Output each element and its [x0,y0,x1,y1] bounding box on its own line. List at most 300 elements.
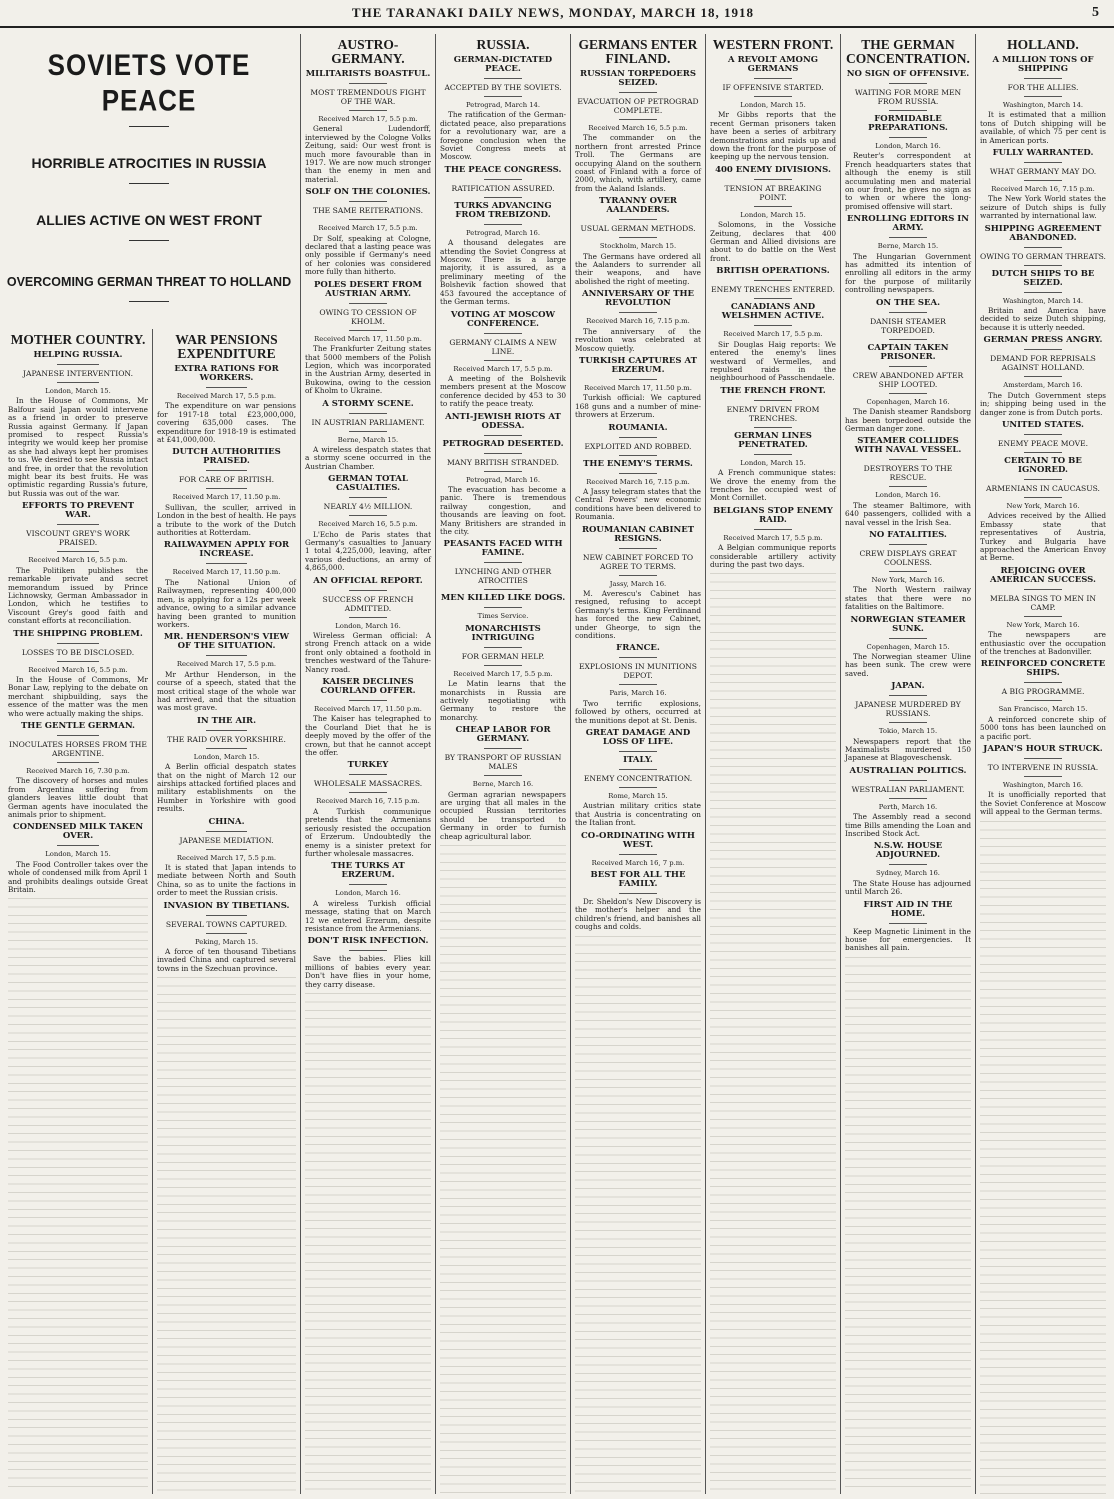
article-heading: SHIPPING AGREEMENT ABANDONED. [984,223,1102,243]
divider [484,453,522,454]
article [157,448,296,537]
article-subheading: EVACUATION OF PETROGRAD COMPLETE. [577,97,699,115]
divider [619,575,657,576]
divider [754,454,792,455]
dateline: Received March 17, 5.5 p.m. [176,660,277,669]
article-heading: DON'T RISK INFECTION. [307,936,429,947]
article-heading: MILITARISTS BOASTFUL. [305,69,431,79]
divider [57,551,99,552]
divider [129,240,169,241]
divider [349,950,387,951]
article-text: It is estimated that a million tons of Dutch shipping will be available, of which 75 per cent is in American ports. [980,110,1106,145]
article-text: The State House has adjourned until March 26. [845,878,971,897]
article [8,722,148,819]
divider [889,864,927,865]
article-heading: TURKISH CAPTURES AT ERZERUM. [579,355,697,375]
column-heading: AUSTRO-GERMANY. [331,37,405,66]
dateline: London, March 16. [335,621,401,630]
article [575,70,701,193]
article-text: Britain and America have decided to seize Dutch shipping, because it is utterly needed. [980,306,1106,332]
column-4 [435,34,570,1494]
divider [754,179,792,180]
divider [484,96,522,97]
article-text: Reuter's correspondent at French headquarters states that although the enemy is still accumulating men and material on our front, he gives no sign as to when or where the long-promised offensive will start. [845,151,971,211]
article-heading: FIRST AID IN THE HOME. [863,899,953,919]
divider [1024,292,1062,293]
article-subheading: EXPLOITED AND ROBBED. [584,441,692,451]
article [440,625,566,722]
divider [619,854,657,855]
article-subheading: WHAT GERMANY MAY DO. [989,167,1097,177]
article [845,437,971,527]
article-heading: THE GENTLE GERMAN. [20,720,136,731]
article-heading: A STORMY SCENE. [322,398,414,409]
divider [349,201,387,202]
dateline: Received March 17, 5.5 p.m. [723,533,823,542]
article-heading: FULLY WARRANTED. [992,148,1094,159]
article-subheading: FOR THE ALLIES. [1007,83,1079,92]
article [845,682,971,763]
article-heading: PEASANTS FACED WITH FAMINE. [443,539,563,559]
article-text: Mr Gibbs reports that the recent German prisoners taken have been a series of arbitrary demonstrations and raids up and down the front for the purpose of keeping up the nervous tension. [710,110,836,162]
article-text: A thousand delegates are attending the Soviet Congress at Moscow. There is a large majority, it is assured, as a preliminary meeting of the Bolshevik faction showed that 453 favoured the acceptance of the German terms. [440,238,566,307]
divider [754,298,792,299]
article [845,616,971,679]
divider [206,748,248,749]
article-text: The Kaiser has telegraphed to the Courland Diet that he is deeply moved by the offer of the crown, but that he cannot accept the offer. [305,714,431,758]
divider [889,339,927,340]
divider [619,379,657,380]
divider [484,589,522,590]
masthead [0,0,1114,28]
dateline: London, March 15. [740,101,806,109]
article-text: German agrarian newspapers are urging that all males in the occupied Russian territories should be transported to Germany in order to furnish cheap agricultural labor. [440,789,566,841]
article-text: The National Union of Railwaymen, representing 400,000 men, is applying for a 12s per week advance, owing to a similar advance having been granted to munition workers. [157,577,296,629]
divider [349,431,387,432]
dateline: Rome, March 15. [608,792,668,801]
article-text: Mr Arthur Henderson, in the course of a speech, stated that the most critical stage of the whole war had arrived, and that the situation was most grave. [157,669,296,713]
divider [206,655,248,656]
dateline: London, March 15. [45,387,111,395]
dateline: London, March 15. [45,850,111,859]
article-heading: HELPING RUSSIA. [33,350,123,360]
divider [1024,78,1062,79]
article-heading: 400 ENEMY DIVISIONS. [715,164,831,175]
divider [206,915,248,916]
divider [754,96,792,97]
divider [754,529,792,530]
continued-text [305,991,431,1494]
article [305,400,431,472]
article [710,303,836,382]
divider [889,544,927,545]
divider [57,643,99,644]
dateline: Received March 16, 7.15 p.m. [586,317,690,326]
divider [349,110,387,111]
article-heading: NO FATALITIES. [869,529,947,540]
article-heading: TURKS ADVANCING FROM TREBIZOND. [454,200,552,220]
article [440,202,566,307]
article-text: Turkish official: We captured 168 guns and a number of mine-throwers at Erzerum. [575,393,701,420]
dateline: London, March 16. [875,491,941,500]
article-subheading: ENEMY TRENCHES ENTERED. [711,285,835,295]
newspaper-title: THE TARANAKI DAILY NEWS, MONDAY, MARCH 18, 1918 [351,5,755,20]
article-heading: THE PEACE CONGRESS. [444,164,562,175]
article-heading: TURKEY [347,760,389,771]
article-text: It is stated that Japan intends to mediate between North and South China, so as to unite the factions in order to meet the Russian crisis. [157,863,296,898]
dateline: Washington, March 14. [1002,101,1084,109]
article-subheading: FOR CARE OF BRITISH. [178,475,275,485]
divider [1024,452,1062,453]
divider [484,665,522,666]
article [440,594,566,620]
article-text: The North Western railway states that there were no fatalities on the Baltimore. [845,585,971,612]
dateline: Jassy, March 16. [609,579,667,588]
divider [1024,758,1062,759]
article [980,660,1106,741]
article [305,577,431,674]
article-subheading: WAITING FOR MORE MEN FROM RUSSIA. [854,88,962,106]
article [845,70,971,111]
article [845,215,971,294]
article [440,726,566,841]
divider [889,695,927,696]
column-3 [300,34,435,1494]
article-heading: THE TURKS AT ERZERUM. [331,861,405,881]
article-text: In the House of Commons, Mr Balfour said Japan would intervene as a friend in order to preserve Russia against Germany. If Japan promised to respect Russia's integrity we would keep her promise as she had always kept her promises to us. We desired to see Russia intact and free, in order that the revolution might bear its best fruits. He was optimistic regarding Russia's future, but Russia was out of the war. [8,396,148,498]
divider [129,126,169,127]
article-text: M. Averescu's Cabinet has resigned, refusing to accept Germany's terms. King Ferdinand has forced the new Cabinet, under Gheorge, to sign the conditions. [575,588,701,640]
column-heading: WAR PENSIONS EXPENDITURE [175,332,278,361]
divider [484,748,522,749]
article [980,225,1106,266]
divider [754,325,792,326]
article-heading: GERMAN-DICTATED PEACE. [453,55,553,74]
article [157,541,296,629]
divider [1024,265,1062,266]
article-heading: BRITISH OPERATIONS. [716,266,830,277]
article-subheading: ENEMY PEACE MOVE. [997,438,1089,448]
divider [206,387,248,388]
article-subheading: SEVERAL TOWNS CAPTURED. [165,919,288,929]
article-subheading: LYNCHING AND OTHER ATROCITIES [454,567,552,586]
article-heading: MEN KILLED LIKE DOGS. [440,593,566,604]
divider [754,427,792,428]
divider [349,83,387,84]
article-heading: TYRANNY OVER AALANDERS. [598,196,677,216]
article-heading: ON THE SEA. [875,297,941,308]
article [575,357,701,420]
article-subheading: MELBA SINGS TO MEN IN CAMP. [989,593,1097,612]
article [980,457,1106,563]
article-heading: CANADIANS AND WELSHMEN ACTIVE. [721,302,825,322]
dateline: Received March 17, 5.5 p.m. [723,330,823,339]
divider [484,471,522,472]
divider [619,92,657,93]
divider [619,237,657,238]
article-heading: FORMIDABLE PREPARATIONS. [868,114,948,133]
article-text: The Food Controller takes over the whole of condensed milk from April 1 and prohibits dealings outside Great Britain. [8,859,148,895]
divider [754,78,792,79]
divider [1024,434,1062,435]
article-text: Keep Magnetic Liniment in the house for emergencies. It banishes all pain. [845,926,971,953]
article [575,644,701,725]
dateline: Washington, March 16. [1002,781,1084,789]
article-text: Two terrific explosions, followed by others, occurred at the munitions depot at St. Denis. [575,698,701,725]
article [845,344,971,434]
dateline: Copenhagen, March 16. [866,397,950,406]
article [980,567,1106,657]
article-heading: IN THE AIR. [196,715,257,726]
article [845,842,971,896]
column-heading: GERMANS ENTER FINLAND. [578,37,698,66]
article-subheading: TO INTERVENE IN RUSSIA. [987,763,1099,772]
divider [1024,162,1062,163]
article [8,351,148,498]
article-subheading: USUAL GERMAN METHODS. [580,224,696,234]
dateline: Petrograd, March 16. [465,228,541,237]
article [710,387,836,428]
article [8,823,148,894]
dateline: Petrograd, March 14. [465,101,541,109]
article-heading: CO-ORDINATING WITH WEST. [581,830,695,850]
article-text: Austrian military critics state that Austria is concentrating on the Italian front. [575,801,701,828]
divider [889,923,927,924]
article-text: Le Matin learns that the monarchists in Russia are actively negotiating with Germany to restore the monarchy. [440,679,566,722]
article-text: General Ludendorff, interviewed by the Cologne Volks Zeitung, said: Our west front is much more favourable than in 1917. We are now much stronger than the enemy in men and material. [305,124,431,184]
article-heading: ROUMANIAN CABINET RESIGNS. [581,524,695,544]
article [305,937,431,989]
article-heading: CAPTAIN TAKEN PRISONER. [867,342,949,362]
article [980,421,1106,453]
article-subheading: CREW DISPLAYS GREAT COOLNESS. [859,548,957,567]
article-heading: CHEAP LABOR FOR GERMANY. [455,725,551,745]
article [845,767,971,839]
divider [619,312,657,313]
article-heading: GERMAN TOTAL CASUALTIES. [328,474,408,494]
divider [349,774,387,775]
divider [619,219,657,220]
dateline: New York, March 16. [871,575,945,584]
article [8,502,148,625]
article-text: The discovery of horses and mules from Argentina suffering from glanders leaves little doubt that German agents have inoculated the animals prior to shipment. [8,776,148,819]
divider [349,303,387,304]
divider [889,780,927,781]
article [575,197,701,286]
article-subheading: DESTROYERS TO THE RESCUE. [863,464,953,483]
article-subheading: ARMENIANS IN CAUCASUS. [986,483,1100,493]
article [845,299,971,340]
article [440,413,566,436]
article-heading: EFFORTS TO PREVENT WAR. [21,501,135,521]
divider [206,933,248,934]
divider [889,393,927,394]
article-heading: VOTING AT MOSCOW CONFERENCE. [450,309,556,329]
article-subheading: RATIFICATION ASSURED. [451,183,555,193]
article [845,901,971,953]
divider [349,219,387,220]
main-headline: SOVIETS VOTE PEACE [47,47,251,118]
continued-text [710,571,836,1494]
article-heading: INVASION BY TIBETIANS. [163,900,290,911]
divider [619,119,657,120]
article-heading: SOLF ON THE COLONIES. [305,187,431,198]
article-text: Dr Solf, speaking at Cologne, declared that a lasting peace was only possible if Germany's need of her colonies was considered more fully than hitherto. [305,233,431,277]
dateline: London, March 16. [335,889,401,898]
dateline: Received March 17, 5.5 p.m. [453,364,553,373]
divider [1024,349,1062,350]
article-subheading: IN AUSTRIAN PARLIAMENT. [311,417,425,427]
column-heading: THE GERMAN CONCENTRATION. [846,37,970,66]
divider [619,893,657,894]
article-subheading: ENEMY DRIVEN FROM TRENCHES. [726,404,820,423]
divider [1024,682,1062,683]
article-text: The Norwegian steamer Uline has been sunk. The crew were saved. [845,651,971,678]
divider [1024,700,1062,701]
article-text: The ratification of the German-dictated peace, also preparations for a revolutionary war, are a foregone conclusion when the Soviet Congress meets at Moscow. [440,110,566,162]
divider [889,83,927,84]
divider [484,78,522,79]
continued-text [980,819,1106,1494]
dateline: Received March 17, 11.50 p.m. [314,705,422,714]
article-heading: THE SHIPPING PROBLEM. [13,628,143,639]
divider [619,437,657,438]
divider [1024,376,1062,377]
dateline: New York, March 16. [1006,501,1080,510]
divider [889,798,927,799]
dateline: Stockholm, March 15. [599,242,677,251]
article-text: A wireless despatch states that a stormy scene occurred in the Austrian Chamber. [305,444,431,471]
divider [206,563,248,564]
article-text: The New York World states the seizure of Dutch ships is fully warranted by international law. [980,194,1106,221]
dateline: Received March 16, 7.15 p.m. [586,477,690,486]
column-heading: RUSSIA. [476,37,530,52]
article-subheading: CREW ABANDONED AFTER SHIP LOOTED. [852,370,964,389]
divider [484,197,522,198]
divider [206,488,248,489]
article [575,526,701,641]
article-heading: UNITED STATES. [1001,419,1085,430]
divider [206,849,248,850]
article-heading: MONARCHISTS INTRIGUING [465,623,541,643]
divider [349,413,387,414]
article-heading: REJOICING OVER AMERICAN SUCCESS. [990,565,1096,585]
article-text: The Assembly read a second time Bills amending the Loan and Inscribed Stock Act. [845,812,971,839]
article [575,871,701,932]
continued-text [845,955,971,1494]
divider [484,562,522,563]
article [575,729,701,752]
dateline: Berne, March 16. [472,780,534,789]
divider [889,722,927,723]
continued-text [575,934,701,1494]
article-text: A Berlin official despatch states that on the night of March 12 our airships attacked fortified places and military establishments on the Humber in Yorkshire with good results. [157,762,296,814]
article [305,70,431,184]
divider [484,775,522,776]
divider [889,486,927,487]
article-subheading: JAPANESE MURDERED BY RUSSIANS. [855,700,961,719]
dateline: New York, March 16. [1006,620,1080,629]
article-text: The Frankfurter Zeitung states that 5000 members of the Polish Legion, which was incorporated in the Austrian Army, deserted in Bukowina, owing to the cession of Kholm to Ukraine. [305,344,431,396]
divider [349,617,387,618]
article-text: A French communique states: We drove the enemy from the trenches he occupied west of Mont Cornillet. [710,468,836,503]
article [440,440,566,537]
divider [57,845,99,846]
dateline: Received March 17, 11.50 p.m. [314,334,422,343]
article-subheading: ENEMY CONCENTRATION. [583,774,693,784]
dateline: Received March 16, 5.5 p.m. [28,556,128,565]
article-text: Wireless German official: A strong French attack on a wide front only obtained a foothold in trenches westward of the Tahure-Nancy road. [305,631,431,674]
divider [484,647,522,648]
article [440,540,566,590]
divider [349,515,387,516]
divider [1024,479,1062,480]
dateline: Paris, March 16. [609,689,667,698]
article-subheading: VISCOUNT GREY'S WORK PRAISED. [26,529,130,548]
divider [889,571,927,572]
dateline: Received March 16, 5.5 p.m. [28,665,128,674]
article-heading: ROUMANIA. [608,422,668,433]
article-subheading: OWING TO CESSION OF KHOLM. [319,307,417,326]
dateline: Received March 17, 5.5 p.m. [176,392,277,400]
divider [889,312,927,313]
article-text: Save the babies. Flies kill millions of babies every year. Don't have flies in your home, they carry disease. [305,954,431,989]
article-heading: ENROLLING EDITORS IN ARMY. [846,214,970,234]
article-heading: NORWEGIAN STEAMER SUNK. [850,614,966,634]
divider [754,280,792,281]
article-heading: ANTI-JEWISH RIOTS AT ODESSA. [445,411,561,431]
divider [754,400,792,401]
article-text: The Hungarian Government has admitted its intention of enrolling all editors in the army for the purpose of militarily controlling newspapers. [845,251,971,295]
column-8 [975,34,1110,1494]
article-subheading: JAPANESE INTERVENTION. [22,369,133,378]
divider [57,735,99,736]
article [575,290,701,353]
article [305,188,431,276]
divider [1024,616,1062,617]
divider [57,364,99,365]
divider [349,330,387,331]
divider [57,661,99,662]
page-number: 5 [1092,5,1100,20]
article-subheading: BY TRANSPORT OF RUSSIAN MALES [444,753,562,772]
divider [889,638,927,639]
divider [1024,96,1062,97]
article [980,56,1106,145]
article [980,745,1106,817]
article-heading: EXTRA RATIONS FOR WORKERS. [174,364,279,383]
divider [484,360,522,361]
continued-text [157,975,296,1494]
divider [619,455,657,456]
article [157,818,296,898]
article-subheading: WHOLESALE MASSACRES. [313,779,423,789]
article-subheading: JAPANESE MEDIATION. [179,835,274,845]
divider [754,206,792,207]
divider [57,762,99,763]
article-heading: AN OFFICIAL REPORT. [313,575,423,586]
divider [619,548,657,549]
dateline: Received March 17, 5.5 p.m. [453,669,553,678]
article [305,678,431,757]
dateline: Received March 16, 7.30 p.m. [26,766,130,775]
continued-text [8,896,148,1494]
article [980,336,1106,417]
article-text: Dr. Sheldon's New Discovery is the mother's helper and the children's friend, and banishes all coughs and colds. [575,897,701,932]
article-text: The expenditure on war pensions for 1917-18 total £23,000,000, covering 635,000 cases. The expenditure for 1918-19 is estimated at £41,000,000. [157,401,296,445]
divider [349,590,387,591]
article [440,311,566,409]
